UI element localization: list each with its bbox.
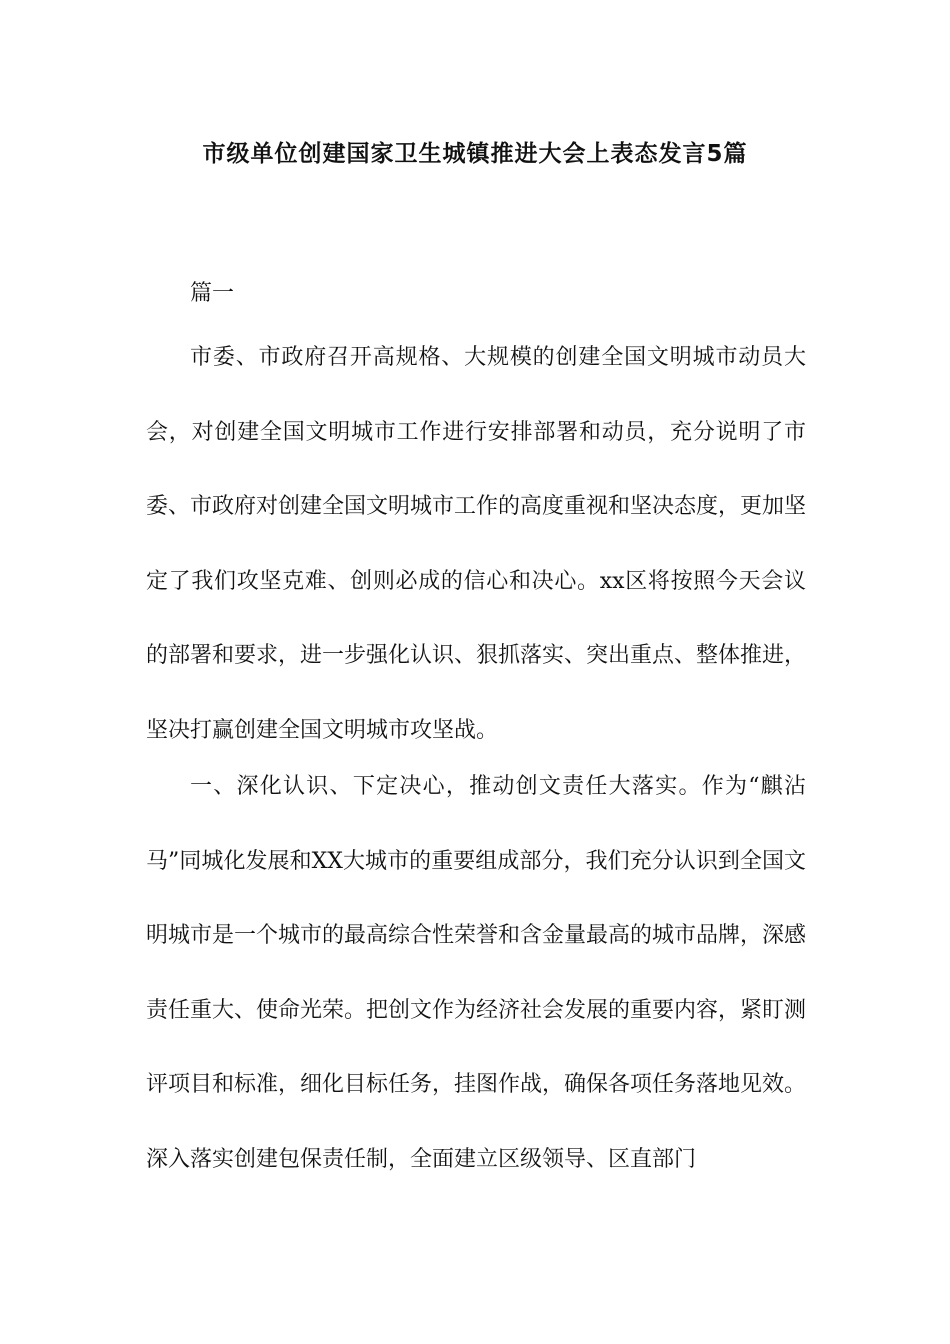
section-label: 篇一 bbox=[190, 281, 235, 306]
paragraph-section-one: 一、深化认识、下定决心，推动创文责任大落实。作为“麒沾马”同城化发展和XX大城市的重要组成部分，我们充分认识到全国文明城市是一个城市的最高综合性荣誉和含金量最高的城市品牌，深感责任重大、使命光荣。把创文作为经济社会发展的重要内容，紧盯测评项目和标准，细化目标任务，挂图作战，确保各项任务落地见效。深入落实创建包保责任制，全面建立区级领导、区直部门 bbox=[146, 774, 807, 1172]
document-title: 市级单位创建国家卫生城镇推进大会上表态发言5篇 bbox=[202, 141, 748, 167]
paragraph-intro: 市委、市政府召开高规格、大规模的创建全国文明城市动员大会，对创建全国文明城市工作进行安排部署和动员，充分说明了市委、市政府对创建全国文明城市工作的高度重视和坚决态度，更加坚定了我们攻坚克难、创则必成的信心和决心。xx区将按照今天会议的部署和要求，进一步强化认识、狠抓落实、突出重点、整体推进，坚决打赢创建全国文明城市攻坚战。 bbox=[146, 345, 807, 743]
